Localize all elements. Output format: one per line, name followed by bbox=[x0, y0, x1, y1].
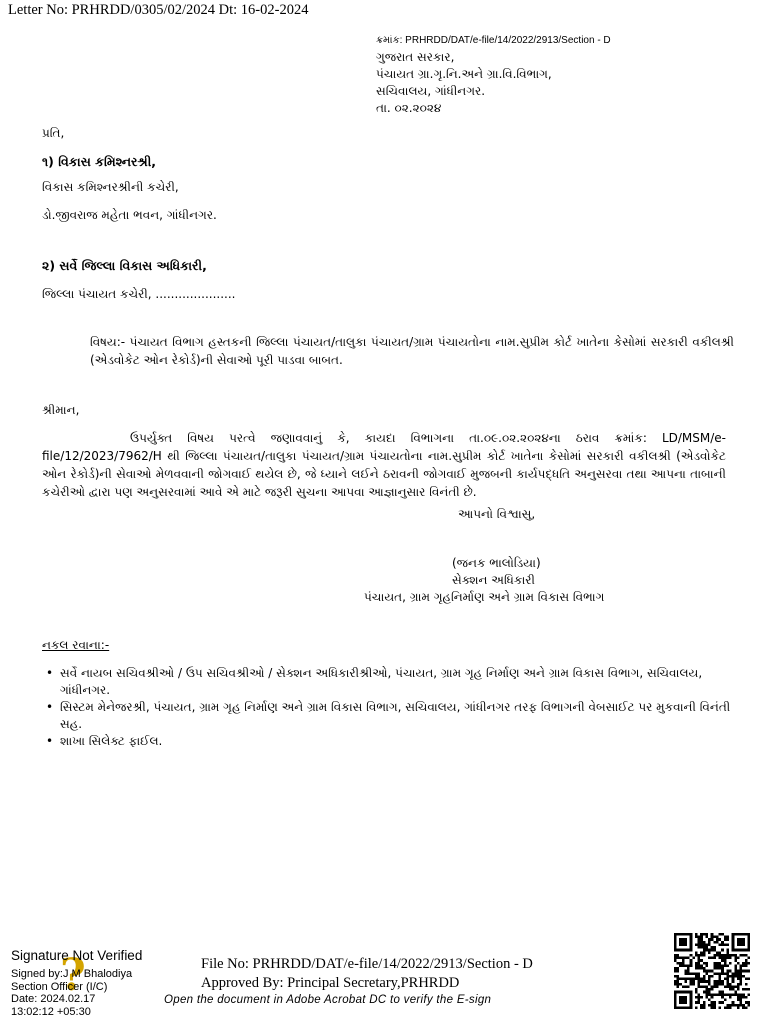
list-item bbox=[46, 733, 750, 750]
signatory-name: (જનક ભાલોડિયા) bbox=[452, 556, 541, 570]
list-item bbox=[46, 699, 750, 733]
closing-phrase: આપનો વિશ્વાસુ, bbox=[458, 507, 536, 521]
signatory-designation: સેક્શન અધિકારી bbox=[452, 573, 535, 587]
addressee-1-line-1: વિકાસ કમિશ્નરશ્રીની કચેરી, bbox=[42, 180, 179, 194]
addressee-prefix: પ્રતિ, bbox=[42, 126, 65, 140]
copy-to-list bbox=[46, 665, 750, 750]
office-line-3: સચિવાલય, ગાંધીનગર. bbox=[376, 84, 486, 98]
file-number: File No: PRHRDD/DAT/e-file/14/2022/2913/Section - D bbox=[201, 956, 533, 972]
body-paragraph: ઉપર્યુક્ત વિષય પરત્વે જણાવવાનું કે, કાયદા વિભાગના તા.૦૯.૦૨.૨૦૨૪ના ઠરાવ ક્રમાંક: LD/MSM/e-file/12/2023/7962/H થી જિલ્લા પંચાયત/તાલુકા પંચાયત/ગ્રામ પંચાયતોના નામ.સુપ્રીમ કોર્ટ ખાતેના કેસોમાં સરકારી વકીલશ્રી (એડવોકેટ ઓન રેકોર્ડ)ની સેવાઓ મેળવવાની જોગવાઈ થયેલ છે, જે ધ્યાને લઈને ઠરાવની જોગવાઈ મુજબની કાર્યપદ્ધતિ અનુસરવા તથા આપના તાબાની કચેરીઓ દ્વારા પણ અનુસરવામાં આવે એ માટે જરૂરી સુચના આપવા આજ્ઞાનુસાર વિનંતી છે. bbox=[42, 431, 726, 499]
salutation: શ્રીમાન, bbox=[42, 403, 80, 417]
office-address-block bbox=[376, 32, 611, 117]
list-item bbox=[46, 665, 750, 699]
bullet: • bbox=[46, 734, 54, 748]
letter-number: Letter No: PRHRDD/0305/02/2024 Dt: 16-02-2024 bbox=[8, 2, 309, 18]
addressee-1-line-2: ડો.જીવરાજ મહેતા ભવન, ગાંધીનગર. bbox=[42, 208, 217, 222]
subject-paragraph: વિષય:- પંચાયત વિભાગ હસ્તકની જિલ્લા પંચાયત/તાલુકા પંચાયત/ગ્રામ પંચાયતોના નામ.સુપ્રીમ કોર્ટ ખાતેના કેસોમાં સરકારી વકીલશ્રી (એડવોકેટ ઓન રેકોર્ડ)ની સેવાઓ પૂરી પાડવા બાબત. bbox=[90, 335, 734, 367]
verification-note: Open the document in Adobe Acrobat DC to verify the E-sign bbox=[164, 994, 492, 1006]
signatory-department: પંચાયત, ગ્રામ ગૃહનિર્માણ અને ગ્રામ વિકાસ વિભાગ bbox=[364, 590, 605, 604]
office-line-1: ગુજરાત સરકાર, bbox=[376, 50, 455, 64]
list-item-text: શાખા સિલેક્ટ ફાઈલ. bbox=[60, 734, 163, 748]
bullet: • bbox=[46, 700, 54, 714]
letter-date: તા. ૦૨.૨૦૨૪ bbox=[376, 101, 442, 115]
question-mark-icon: ? bbox=[60, 950, 86, 1001]
office-line-2: પંચાયત ગ્રા.ગૃ.નિ.અને ગ્રા.વિ.વિભાગ, bbox=[376, 67, 552, 81]
addressee-2-title: ૨) સર્વે જિલ્લા વિકાસ અધિકારી, bbox=[42, 258, 207, 273]
approved-by: Approved By: Principal Secretary,PRHRDD bbox=[201, 975, 460, 991]
list-item-text: સિસ્ટમ મેનેજરશ્રી, પંચાયત, ગ્રામ ગૃહ નિર્માણ અને ગ્રામ વિકાસ વિભાગ, સચિવાલય, ગાંધીનગર તરફ વિભાગની વેબસાઈટ પર મુકવાની વિનંતી સહ. bbox=[60, 700, 731, 731]
copy-to-heading: નકલ રવાના:- bbox=[42, 638, 110, 652]
signature-details: Signed by:J M Bhalodiya Section Officer (I/C) Date: 2024.02.17 13:02:12 +05:30 bbox=[11, 968, 133, 1018]
reference-number: ક્રમાંક: PRHRDD/DAT/e-file/14/2022/2913/Section - D bbox=[376, 35, 611, 46]
list-item-text: સર્વે નાયબ સચિવશ્રીઓ / ઉપ સચિવશ્રીઓ / સેક્શન અધિકારીશ્રીઓ, પંચાયત, ગ્રામ ગૃહ નિર્માણ અને ગ્રામ વિકાસ વિભાગ, સચિવાલય, ગાંધીનગર. bbox=[60, 666, 703, 697]
addressee-1-title: ૧) વિકાસ કમિશ્નરશ્રી, bbox=[42, 154, 157, 169]
signature-status: Signature Not Verified bbox=[11, 948, 143, 963]
addressee-2-line-1: જિલ્લા પંચાયત કચેરી, ..................... bbox=[42, 287, 236, 301]
qr-code-icon bbox=[674, 933, 750, 1009]
bullet: • bbox=[46, 666, 54, 680]
